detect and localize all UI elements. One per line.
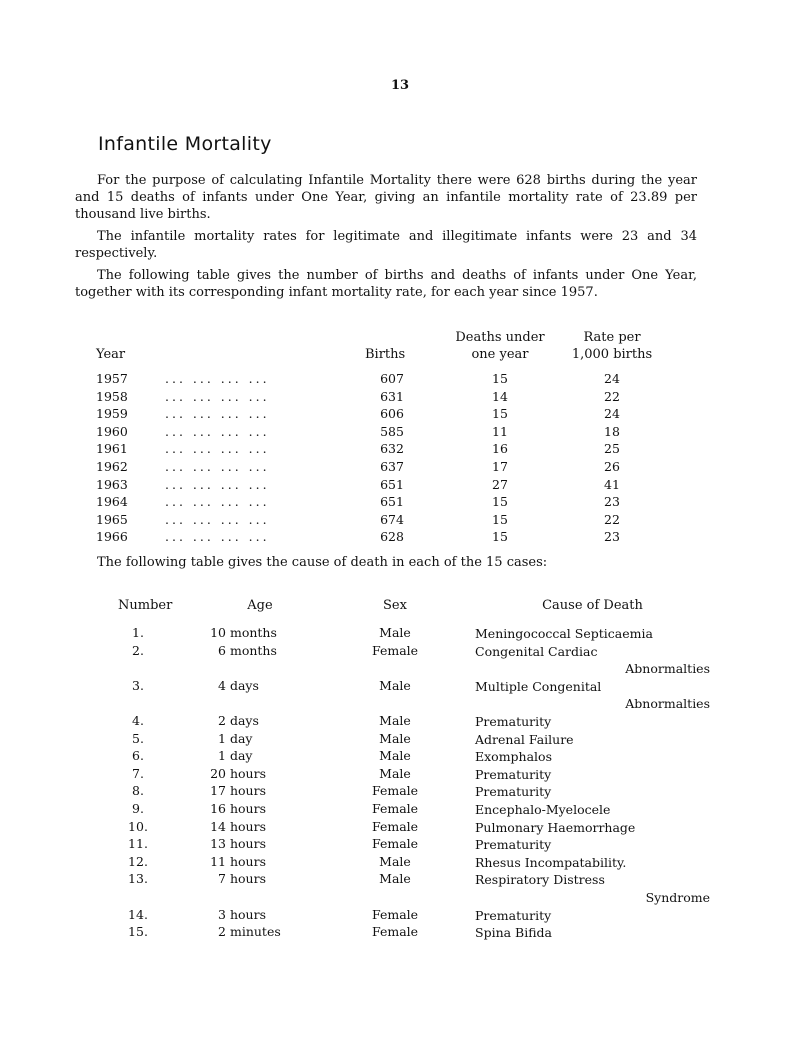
- cause-text: Prematurity: [475, 837, 552, 853]
- age-cell: 10 months: [210, 625, 277, 640]
- cause-text: Prematurity: [475, 714, 552, 729]
- cause-text: Pulmonary Haemorrhage: [475, 819, 636, 835]
- cause-text: Congenital Cardiac: [475, 643, 598, 659]
- paragraph-table-intro: The following table gives the number of births and deaths of infants under One Year, together with its corresponding infant mortality rate, for each year since 1957.: [75, 268, 697, 300]
- cause-cell: [475, 854, 710, 872]
- sex-cell: Male: [379, 853, 411, 869]
- births-cell: 628: [380, 529, 404, 545]
- cause-cell: [475, 766, 710, 784]
- deaths-cell: 27: [492, 476, 508, 492]
- deaths-cell: 15: [492, 511, 508, 527]
- births-cell: 674: [380, 511, 404, 527]
- cause-cell: [475, 625, 710, 643]
- leader-dots: ... ... ... ...: [165, 511, 270, 527]
- page-number: 13: [390, 78, 410, 93]
- header-age: Age: [247, 598, 273, 613]
- births-cell: 632: [380, 441, 404, 457]
- age-cell: 16 hours: [210, 801, 266, 816]
- table-row: [0, 371, 800, 389]
- table-row: [0, 494, 800, 512]
- year-cell: 1960: [96, 423, 128, 439]
- table-row: [0, 441, 800, 459]
- cause-text: Prematurity: [475, 784, 552, 800]
- sex-cell: Male: [379, 765, 411, 781]
- rate-cell: 41: [604, 476, 620, 492]
- deaths-cell: 15: [492, 371, 508, 386]
- births-cell: 651: [380, 494, 404, 510]
- deaths-cell: 14: [492, 388, 508, 404]
- number-cell: 11.: [128, 836, 148, 852]
- births-cell: 606: [380, 406, 404, 422]
- number-cell: 2.: [132, 642, 144, 658]
- rate-cell: 22: [604, 511, 620, 527]
- year-cell: 1963: [96, 476, 128, 492]
- paragraph-legitimacy-rates: The infantile mortality rates for legitimate and illegitimate infants were 23 and 34 respectively.: [75, 229, 697, 261]
- number-cell: 13.: [128, 871, 148, 887]
- leader-dots: ... ... ... ...: [165, 406, 270, 422]
- number-cell: 7.: [132, 765, 144, 781]
- births-cell: 637: [380, 459, 404, 474]
- cause-text-continued: Syndrome: [645, 889, 710, 905]
- cause-text: Multiple Congenital: [475, 678, 602, 694]
- age-cell: 20 hours: [210, 765, 266, 781]
- header-sex: Sex: [383, 598, 407, 613]
- cause-text: Meningococcal Septicaemia: [475, 626, 653, 641]
- births-cell: 631: [380, 388, 404, 404]
- cause-cell: [475, 871, 710, 906]
- number-cell: 9.: [132, 801, 144, 816]
- age-cell: 14 hours: [210, 818, 266, 834]
- year-cell: 1961: [96, 441, 128, 457]
- cause-cell: [475, 713, 710, 731]
- leader-dots: ... ... ... ...: [165, 441, 270, 457]
- number-cell: 5.: [132, 730, 144, 746]
- cause-cell: [475, 907, 710, 925]
- header-cause: Cause of Death: [542, 598, 643, 613]
- births-cell: 651: [380, 476, 404, 492]
- sex-cell: Female: [371, 783, 419, 799]
- sex-cell: Female: [371, 906, 419, 922]
- cause-text: Encephalo-Myelocele: [475, 802, 611, 817]
- leader-dots: ... ... ... ...: [165, 371, 270, 386]
- cause-cell: [475, 801, 710, 819]
- header-births: Births: [365, 347, 406, 362]
- table-row: [0, 406, 800, 424]
- sex-cell: Male: [379, 730, 411, 746]
- age-cell: 4 days: [218, 677, 259, 693]
- leader-dots: ... ... ... ...: [165, 476, 270, 492]
- number-cell: 4.: [132, 713, 144, 728]
- age-cell: 1 day: [218, 730, 253, 746]
- age-cell: 17 hours: [210, 783, 266, 799]
- cause-text: Respiratory Distress: [475, 872, 605, 888]
- year-cell: 1962: [96, 459, 128, 474]
- number-cell: 8.: [132, 783, 144, 799]
- rate-cell: 18: [604, 423, 620, 439]
- sex-cell: Female: [371, 924, 419, 940]
- deaths-cell: 17: [492, 459, 508, 474]
- deaths-cell: 15: [492, 406, 508, 422]
- cause-text-continued: Abnormalties: [625, 661, 710, 677]
- cause-text-continued: Abnormalties: [625, 696, 710, 712]
- leader-dots: ... ... ... ...: [165, 423, 270, 439]
- sex-cell: Male: [379, 677, 411, 693]
- year-cell: 1958: [96, 388, 128, 404]
- births-cell: 607: [380, 371, 404, 386]
- cause-text: Rhesus Incompatability.: [475, 854, 627, 870]
- year-cell: 1965: [96, 511, 128, 527]
- rate-cell: 26: [604, 459, 620, 474]
- sex-cell: Male: [379, 871, 411, 887]
- deaths-cell: 15: [492, 529, 508, 545]
- deaths-cell: 11: [492, 423, 508, 439]
- cause-text: Spina Bifida: [475, 925, 553, 941]
- cause-cell: [475, 836, 710, 854]
- age-cell: 1 day: [218, 748, 253, 764]
- header-rate-line1: Rate per: [583, 330, 641, 345]
- age-cell: 2 minutes: [218, 924, 281, 940]
- cause-cell: [475, 731, 710, 749]
- age-cell: 11 hours: [210, 853, 266, 869]
- age-cell: 2 days: [218, 713, 259, 728]
- cause-text: Adrenal Failure: [475, 731, 574, 747]
- cause-cell: [475, 924, 710, 942]
- rate-cell: 22: [604, 388, 620, 404]
- rate-cell: 24: [604, 371, 620, 386]
- rate-cell: 24: [604, 406, 620, 422]
- age-cell: 3 hours: [218, 906, 266, 922]
- header-year: Year: [96, 347, 126, 362]
- table-row: [0, 389, 800, 407]
- number-cell: 15.: [128, 924, 148, 940]
- cause-table-intro: The following table gives the cause of death in each of the 15 cases:: [97, 555, 548, 570]
- header-deaths-line1: Deaths under: [455, 330, 545, 345]
- header-deaths-line2: one year: [471, 347, 529, 362]
- deaths-cell: 16: [492, 441, 508, 457]
- sex-cell: Male: [379, 713, 411, 728]
- table-row: [0, 459, 800, 477]
- cause-cell: [475, 678, 710, 713]
- cause-cell: [475, 819, 710, 837]
- births-cell: 585: [380, 423, 404, 439]
- sex-cell: Male: [379, 748, 411, 764]
- age-cell: 6 months: [218, 642, 277, 658]
- sex-cell: Male: [379, 625, 411, 640]
- leader-dots: ... ... ... ...: [165, 459, 270, 474]
- leader-dots: ... ... ... ...: [165, 388, 270, 404]
- age-cell: 7 hours: [218, 871, 266, 887]
- sex-cell: Female: [371, 642, 419, 658]
- cause-cell: [475, 748, 710, 766]
- header-rate-line2: 1,000 births: [571, 347, 653, 362]
- number-cell: 10.: [128, 818, 148, 834]
- table-row: [0, 529, 800, 547]
- rate-cell: 23: [604, 529, 620, 545]
- number-cell: 1.: [132, 625, 144, 640]
- number-cell: 3.: [132, 677, 144, 693]
- year-cell: 1966: [96, 529, 128, 545]
- cause-cell: [475, 643, 710, 678]
- table-row: [0, 512, 800, 530]
- paragraph-births-deaths: For the purpose of calculating Infantile Mortality there were 628 births during the year and 15 deaths of infants under One Year, giving an infantile mortality rate of 23.89 per thousand live births.: [75, 173, 697, 222]
- table-row: [0, 477, 800, 495]
- leader-dots: ... ... ... ...: [165, 529, 270, 545]
- sex-cell: Female: [371, 801, 419, 816]
- year-cell: 1957: [96, 371, 128, 386]
- number-cell: 14.: [128, 906, 148, 922]
- number-cell: 12.: [128, 853, 148, 869]
- page-title: Infantile Mortality: [98, 133, 272, 155]
- rate-cell: 25: [604, 441, 620, 457]
- cause-text: Exomphalos: [475, 749, 552, 765]
- rate-cell: 23: [604, 494, 620, 510]
- number-cell: 6.: [132, 748, 144, 764]
- year-cell: 1964: [96, 494, 128, 510]
- sex-cell: Female: [371, 818, 419, 834]
- header-number: Number: [118, 598, 173, 613]
- table-row: [0, 424, 800, 442]
- deaths-cell: 15: [492, 494, 508, 510]
- cause-text: Prematurity: [475, 907, 552, 923]
- cause-cell: [475, 783, 710, 801]
- leader-dots: ... ... ... ...: [165, 494, 270, 510]
- cause-text: Prematurity: [475, 766, 552, 782]
- age-cell: 13 hours: [210, 836, 266, 852]
- year-cell: 1959: [96, 406, 128, 422]
- sex-cell: Female: [371, 836, 419, 852]
